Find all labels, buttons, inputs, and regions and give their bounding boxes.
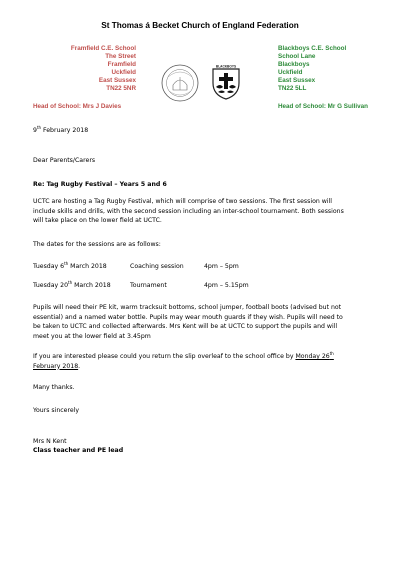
paragraph-dates-intro: The dates for the sessions are as follows: xyxy=(33,241,161,248)
paragraph-line: will take place on the lower field at UCTC. xyxy=(33,217,162,225)
paragraph-line: be taken to UCTC and collected afterwards. Mrs Kent will be at UCTC to support the pupils and will xyxy=(33,323,338,331)
address-line: East Sussex xyxy=(278,76,316,84)
blackboys-head-of-school: Head of School: Mr G Sullivan xyxy=(278,103,368,110)
federation-title: St Thomas á Becket Church of England Federation xyxy=(101,21,299,30)
address-line: Uckfield xyxy=(278,68,303,76)
paragraph-return-slip: If you are interested please could you return the slip overleaf to the school office by Monday 26th February 2018. xyxy=(33,350,334,370)
signature-name: Mrs N Kent xyxy=(33,438,67,445)
blackboys-address xyxy=(278,45,346,92)
paragraph-intro xyxy=(33,197,373,226)
framfield-school-logo xyxy=(160,63,200,103)
paragraph-line: meet you at the lower field at 3.45pm xyxy=(33,332,151,340)
session-row xyxy=(33,262,373,272)
paragraph-line: include skills and drills, with the second session including an inter-school tournament. Both sessions xyxy=(33,207,344,215)
address-line: Blackboys C.E. School xyxy=(278,45,347,52)
letter-subject: Re: Tag Rugby Festival – Years 5 and 6 xyxy=(33,181,167,188)
deadline-date: Monday 26th xyxy=(295,350,334,360)
date-suffix: th xyxy=(36,124,42,130)
session-time: 4pm – 5pm xyxy=(204,263,239,270)
paragraph-kit xyxy=(33,303,373,341)
address-line: Uckfield xyxy=(111,68,136,76)
address-line: Framfield C.E. School xyxy=(70,45,136,52)
date-rest: February 2018 xyxy=(41,127,89,134)
date-day: 9 xyxy=(33,127,37,134)
address-line: Blackboys xyxy=(278,60,310,68)
address-line: Framfield xyxy=(107,60,136,68)
paragraph-line: essential) and a named water bottle. Pupils may wear mouth guards if they wish. Pupils will need to xyxy=(33,313,343,321)
paragraph-line: Pupils will need their PE kit, warm tracksuit bottoms, school jumper, football boots (advised but not xyxy=(33,304,342,311)
address-line: TN22 5LL xyxy=(278,84,307,92)
paragraph-line: UCTC are hosting a Tag Rugby Festival, which will comprise of two sessions. The first session will xyxy=(33,198,332,205)
address-line: East Sussex xyxy=(98,76,136,84)
return-slip-text: If you are interested please could you return the slip overleaf to the school office by xyxy=(33,353,296,360)
address-line: The Street xyxy=(105,52,136,60)
session-date: Tuesday 6th March 2018 xyxy=(33,260,107,270)
logo-right-label: BLACKBOYS xyxy=(215,64,237,69)
session-time: 4pm – 5.15pm xyxy=(204,282,249,289)
closing: Yours sincerely xyxy=(33,407,80,414)
letter-date xyxy=(33,126,373,136)
session-date: Tuesday 20th March 2018 xyxy=(33,279,111,289)
framfield-address xyxy=(71,45,136,92)
salutation: Dear Parents/Carers xyxy=(33,157,96,164)
signature-title: Class teacher and PE lead xyxy=(33,447,124,454)
thanks: Many thanks. xyxy=(33,384,75,391)
framfield-head-of-school: Head of School: Mrs J Davies xyxy=(33,103,122,110)
session-type: Coaching session xyxy=(130,263,184,270)
blackboys-school-shield-logo xyxy=(211,63,241,101)
deadline-date-continued: February 2018 xyxy=(33,362,79,370)
address-line: School Lane xyxy=(278,52,316,60)
session-type: Tournament xyxy=(130,282,167,289)
address-line: TN22 5NR xyxy=(106,84,136,92)
session-row xyxy=(33,281,373,291)
